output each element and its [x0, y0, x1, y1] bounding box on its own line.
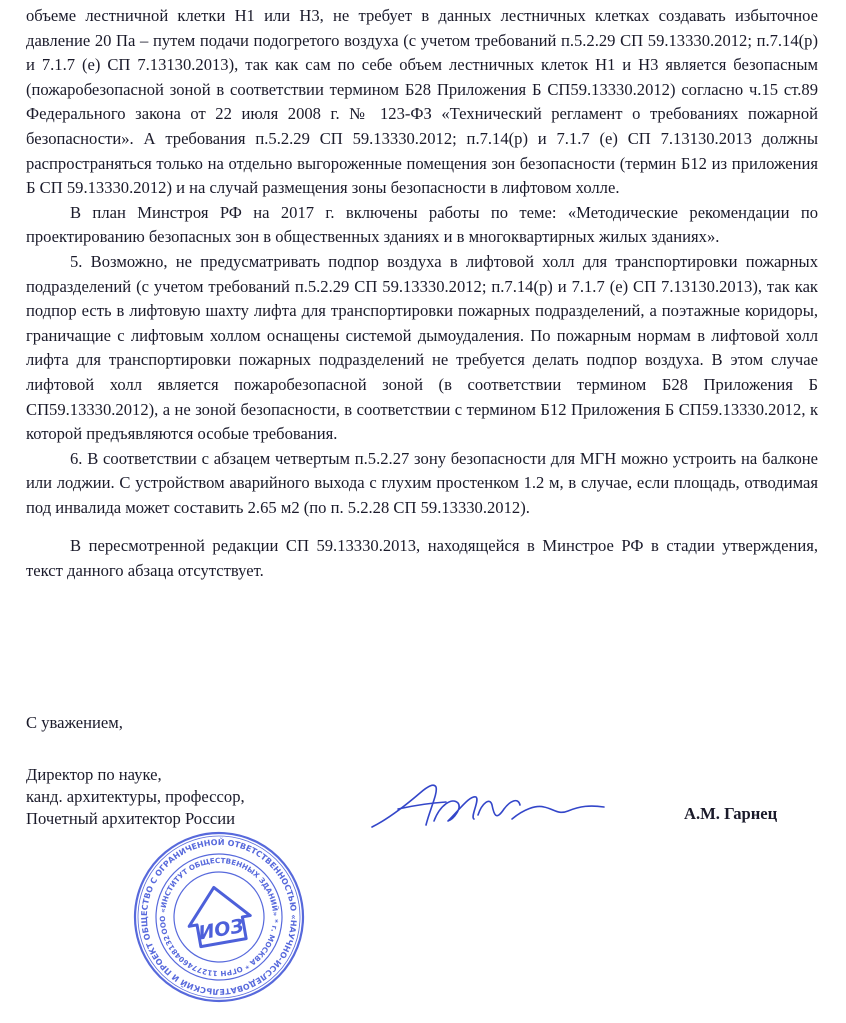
stamp-inner-ring-text: ООО «ИНСТИТУТ ОБЩЕСТВЕННЫХ ЗДАНИЙ» * г. МОСКВА * ОГРН 1127746048132 — [157, 855, 281, 979]
closing-salutation: С уважением, — [26, 713, 123, 732]
organization-stamp-seal — [132, 815, 306, 1019]
signer-title-line: канд. архитектуры, профессор, — [26, 787, 245, 806]
stamp-outer-ring-text: ОБЩЕСТВО С ОГРАНИЧЕННОЙ ОТВЕТСТВЕННОСТЬЮ «НАУЧНО-ИССЛЕДОВАТЕЛЬСКИЙ И ПРОЕКТНЫЙ — [139, 837, 299, 997]
paragraph-item-5: 5. Возможно, не предусматривать подпор воздуха в лифтовой холл для транспортировки пожарных подразделений (с учетом требований п.5.2.29 СП 59.13330.2012; п.7.14(р) и 7.1.7 (е) СП 7.13130.2013), так как подпор есть в лифтовую шахту лифта для транспортировки пожарных подразделений, а поэтажные коридоры, граничащие с лифтовым холлом оснащены системой дымоудаления. По пожарным нормам в лифтовой холл лифта для транспортировки пожарных подразделений не требуется делать подпор воздуха. В этом случае лифтовой холл является пожаробезопасной зоной (в соответствии термином Б28 Приложения Б СП59.13330.2012), а не зоной безопасности, в соответствии с термином Б12 Приложения Б СП59.13330.2012, к которой предъявляются особые требования. — [26, 251, 818, 444]
paragraph-revised-edition: В пересмотренной редакции СП 59.13330.2013, находящейся в Минстрое РФ в стадии утверждения, текст данного абзаца отсутствует. — [26, 536, 818, 581]
letter-body — [26, 4, 818, 584]
signer-title-line: Почетный архитектор России — [26, 809, 235, 828]
signer-name: А.М. Гарнец — [684, 804, 778, 823]
paragraph-item-6: 6. В соответствии с абзацем четвертым п.5.2.27 зону безопасности для МГН можно устроить на балконе или лоджии. С устройством аварийного выхода с глухим простенком 1.2 м, в случае, если площадь, отводимая под инвалида может составить 2.65 м2 (по п. 5.2.28 СП 59.13330.2012). — [26, 448, 818, 517]
paragraph-ministry-plan: В план Минстроя РФ на 2017 г. включены работы по теме: «Методические рекомендации по проектированию безопасных зон в общественных зданиях и в многоквартирных жилых зданиях». — [26, 202, 818, 247]
paragraph-continuation: объеме лестничной клетки Н1 или Н3, не требует в данных лестничных клетках создавать избыточное давление 20 Па – путем подачи подогретого воздуха (с учетом требований п.5.2.29 СП 59.13330.2012; п.7.14(р) и 7.1.7 (е) СП 7.13130.2013), так как сам по себе объем лестничных клеток Н1 и Н3 является безопасным (пожаробезопасной зоной в соответствии термином Б28 Приложения Б СП59.13330.2012) согласно ч.15 ст.89 Федерального закона от 22 июля 2008 г. № 123-ФЗ «Технический регламент о требованиях пожарной безопасности». А требования п.5.2.29 СП 59.13330.2012; п.7.14(р) и 7.1.7 (е) СП 7.13130.2013 должны распространяться только на отдельно выгороженные помещения зон безопасности (термин Б12 из приложения Б СП 59.13330.2012) и на случай размещения зоны безопасности в лифтовом холле. — [26, 6, 818, 198]
stamp-center-text: ИОЗ — [196, 915, 246, 945]
signer-title-line: Директор по науке, — [26, 765, 162, 784]
handwritten-signature — [368, 775, 608, 840]
